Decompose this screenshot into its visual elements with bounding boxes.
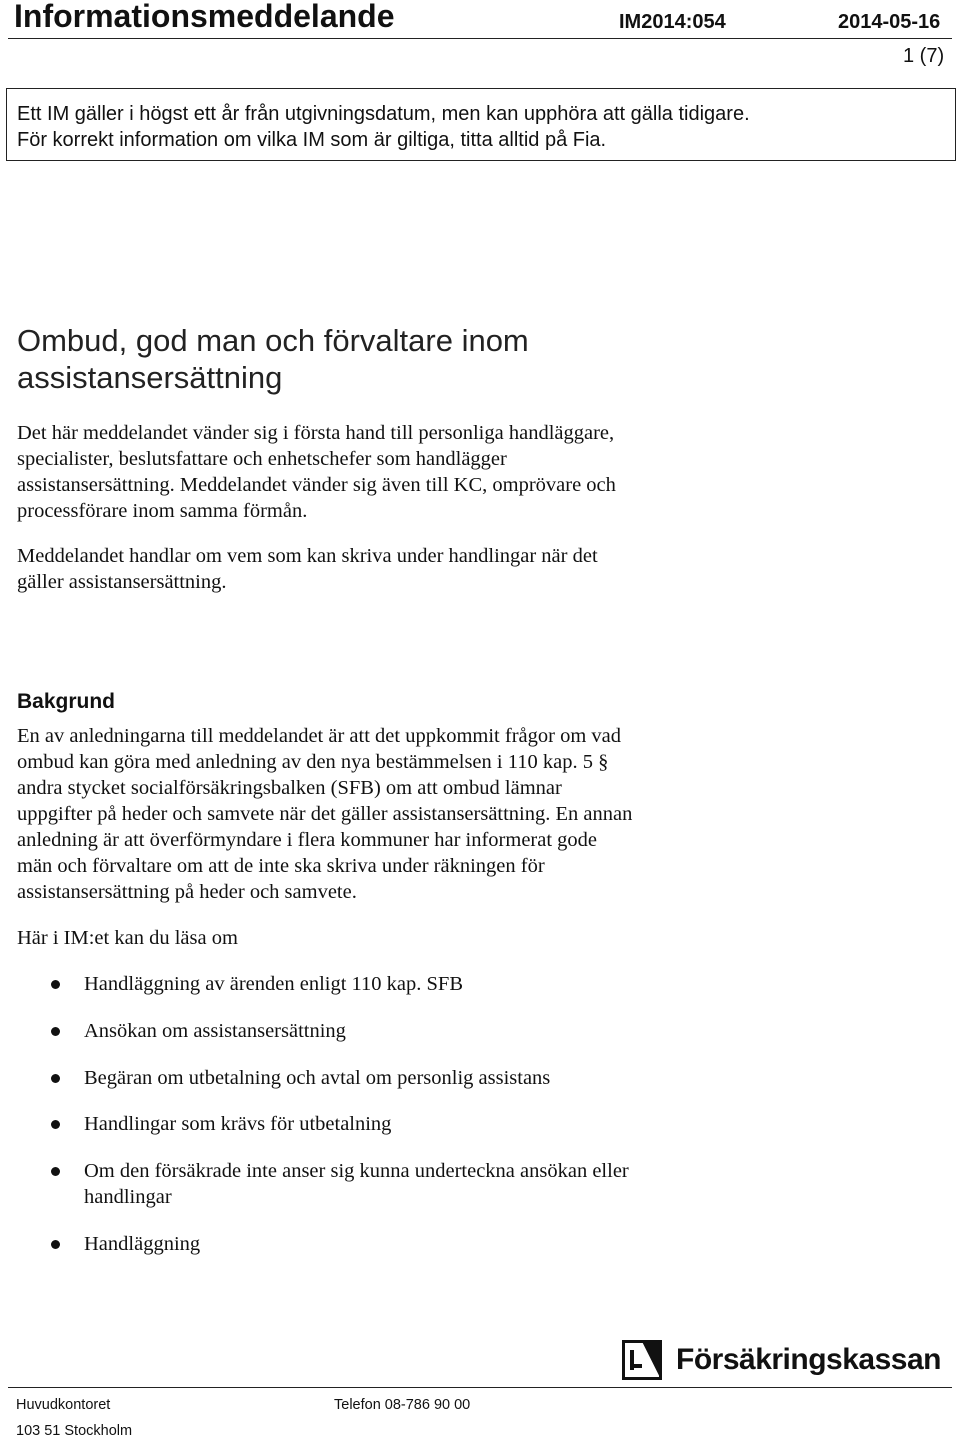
intro-paragraph-line: assistansersättning. Meddelandet vänder sig även till KC, omprövare och xyxy=(17,474,616,496)
background-paragraph-line: assistansersättning på heder och samvete. xyxy=(17,881,357,903)
bullet-icon xyxy=(51,1074,60,1083)
header-divider xyxy=(8,38,952,39)
bullet-icon xyxy=(51,1027,60,1036)
forsakringskassan-logo xyxy=(622,1338,948,1384)
bullet-icon xyxy=(51,1120,60,1129)
background-paragraph-line: män och förvaltare om att de inte ska skriva under räkningen för xyxy=(17,855,545,877)
document-date: 2014-05-16 xyxy=(838,11,941,33)
background-paragraph-line: anledning är att överförmyndare i flera kommuner har informerat gode xyxy=(17,829,598,851)
intro-paragraph-line: specialister, beslutsfattare och enhetschefer som handlägger xyxy=(17,448,507,470)
footer-address: 103 51 Stockholm xyxy=(16,1423,133,1439)
page-heading xyxy=(17,322,529,396)
logo-mark-icon xyxy=(622,1340,662,1384)
page-count: 1 (7) xyxy=(903,45,945,67)
topic-paragraph-line: gäller assistansersättning. xyxy=(17,571,227,593)
intro-paragraph-line: Det här meddelandet vänder sig i första hand till personliga handläggare, xyxy=(17,422,615,444)
topic-paragraph-line: Meddelandet handlar om vem som kan skriva under handlingar när det xyxy=(17,545,598,567)
heading-line: assistansersättning xyxy=(17,360,283,395)
intro-paragraph-line: processförare inom samma förmån. xyxy=(17,500,308,522)
document-title: Informationsmeddelande xyxy=(14,0,395,34)
section-heading-background: Bakgrund xyxy=(17,690,116,713)
logo-wordmark: Försäkringskassan xyxy=(676,1343,941,1376)
background-paragraph-line: En av anledningarna till meddelandet är att det uppkommit frågor om vad xyxy=(17,725,621,747)
list-intro: Här i IM:et kan du läsa om xyxy=(17,927,238,949)
background-paragraph-line: andra stycket socialförsäkringsbalken (SFB) om att ombud lämnar xyxy=(17,777,562,799)
footer-office: Huvudkontoret xyxy=(16,1397,111,1413)
bullet-icon xyxy=(51,1167,60,1176)
heading-line: Ombud, god man och förvaltare inom xyxy=(17,323,529,358)
footer-divider xyxy=(8,1387,952,1388)
notice-line: Ett IM gäller i högst ett år från utgivningsdatum, men kan upphöra att gälla tidigare. xyxy=(17,103,750,125)
document-number: IM2014:054 xyxy=(619,11,726,33)
background-paragraph-line: ombud kan göra med anledning av den nya bestämmelsen i 110 kap. 5 § xyxy=(17,751,609,773)
notice-line: För korrekt information om vilka IM som är giltiga, titta alltid på Fia. xyxy=(17,129,607,151)
background-paragraph-line: uppgifter på heder och samvete när det gäller assistansersättning. En annan xyxy=(17,803,633,825)
footer-phone: Telefon 08-786 90 00 xyxy=(334,1397,471,1413)
validity-notice-box xyxy=(6,88,956,161)
bullet-icon xyxy=(51,980,60,989)
bullet-icon xyxy=(51,1240,60,1249)
